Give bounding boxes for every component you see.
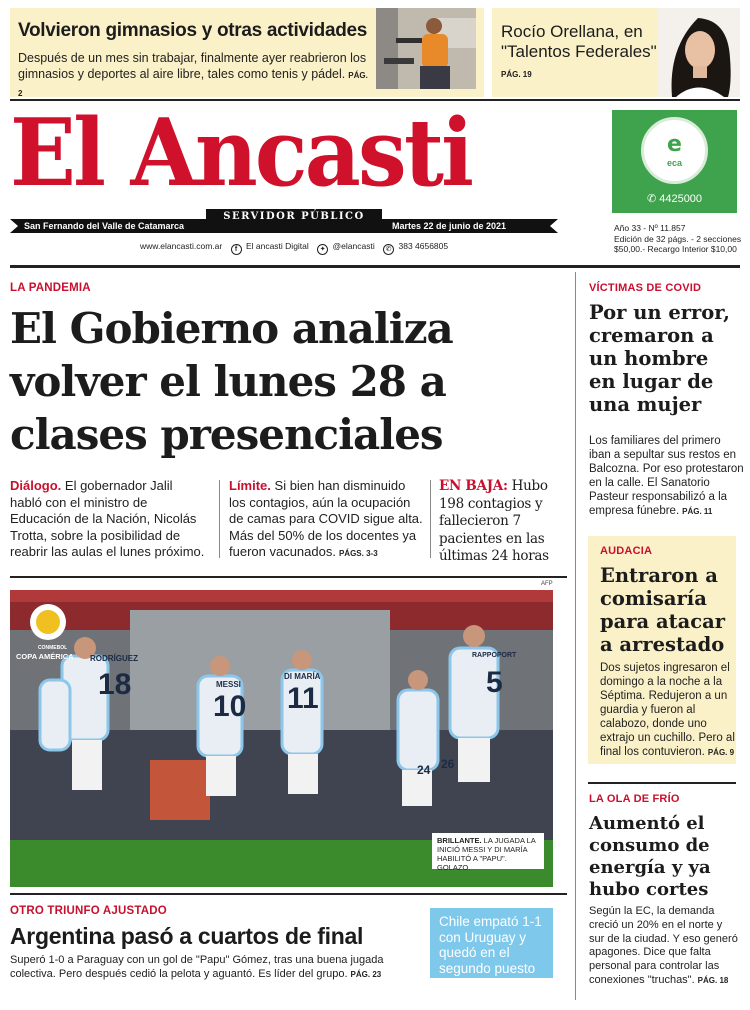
whatsapp-icon: ✆ [383, 244, 394, 255]
col1-line-4: Trotta, sobre la posibilidad de [10, 527, 181, 543]
col1-line-3: Educación de la Nación, Nicolás [10, 511, 197, 526]
col3-line-3: fallecieron 7 [439, 513, 521, 529]
side2-text-7: final los contuvieron. [600, 746, 705, 758]
side3-text-4: apagones. Dice que falta [589, 946, 711, 959]
chile-line-2: con Uruguay y [439, 929, 527, 945]
caption-line-3: HABILITÓ A "PAPU". GOLAZO. [437, 854, 507, 872]
side2-text [600, 661, 735, 760]
side2-headline[interactable] [600, 564, 725, 656]
eca-ad[interactable] [612, 110, 737, 213]
side2-head-4: a arrestado [600, 633, 725, 656]
caption-line-2: INICIÓ MESSI Y DI MARÍA [437, 845, 528, 854]
side3-head-3: energía y ya [589, 857, 711, 878]
jersey-number-6: 26 [441, 757, 455, 771]
side3-text-6: conexiones "truchas". [589, 973, 695, 986]
col3-line-5: últimas 24 horas [439, 548, 549, 564]
eca-logo-mark: e [667, 132, 682, 157]
side2-page: PÁG. 9 [707, 748, 735, 757]
teaser-talent-title-2: "Talentos Federales" [501, 42, 657, 61]
teaser-gyms-text [18, 50, 373, 102]
website-link[interactable]: www.elancasti.com.ar [140, 241, 223, 251]
photo-bottom-rule [10, 893, 567, 895]
col-rule-2 [430, 480, 431, 558]
main-headline-2[interactable]: volver el lunes 28 a [10, 357, 446, 406]
copa-small: CONMEBOL [38, 645, 68, 651]
teaser-gyms-summary: Después de un mes sin trabajar, finalmente ayer reabrieron los gimnasios y deportes al aire libre, tales como tenis y pádel. [18, 51, 367, 81]
side3-text-1: Según la EC, la demanda [589, 905, 715, 917]
side2-text-2: domingo a la noche a la [600, 676, 723, 688]
side1-head-2: cremaron a [589, 324, 714, 347]
edition-info [614, 223, 741, 255]
sports-text-line-2: colectiva. Pero después cedió la pelota y aguantó. Es líder del grupo. [10, 968, 348, 980]
teaser-talent-title-1: Rocío Orellana, en [501, 22, 643, 41]
jersey-name-3: DI MARÍA [284, 672, 321, 681]
eca-phone-number: 4425000 [659, 193, 703, 205]
side2-text-3: Séptima. Redujeron a un [600, 690, 728, 702]
teaser-gyms-page: PÁG. 2 [18, 71, 368, 98]
photo-credit: AFP [541, 581, 553, 587]
side3-text-2: creció un 20% en el norte y [589, 918, 723, 931]
social-row [140, 241, 448, 255]
col2-page: PÁGS. 3-3 [338, 549, 378, 558]
issue-date: Martes 22 de junio de 2021 [392, 221, 507, 231]
tagline: SERVIDOR PÚBLICO [223, 211, 365, 222]
edition-line-3: $50,00.- Recargo Interior $10,00 [614, 244, 737, 254]
side3-head-4: hubo cortes [589, 879, 709, 900]
facebook-link[interactable]: El ancasti Digital [245, 241, 309, 251]
column-divider [575, 272, 576, 1000]
side2-head-2: comisaría [600, 587, 707, 610]
col2-line-1: Si bien han disminuido [270, 478, 406, 493]
side3-page: PÁG. 18 [697, 975, 729, 985]
twitter-link[interactable]: @elancasti [332, 241, 375, 251]
side1-text-6: empresa fúnebre. [589, 505, 680, 517]
caption-line-1: LA JUGADA LA [481, 836, 536, 845]
side1-text-3: Balcozna. Por eso protestaron [589, 463, 744, 475]
side1-head-1: Por un error, [589, 301, 730, 324]
side1-text-2: iban a sepultar sus restos en [589, 449, 737, 461]
masthead [10, 98, 555, 207]
side2-kicker: AUDACIA [600, 545, 653, 557]
col2-lead: Límite. [229, 478, 271, 493]
jersey-name-1: RODRÍGUEZ [90, 654, 138, 663]
col1-line-2: habló con el ministro de [10, 494, 148, 510]
eca-brand: eca [666, 158, 683, 168]
jersey-number-1: 18 [98, 668, 132, 701]
teaser-talent[interactable] [492, 8, 740, 97]
side1-page: PÁG. 11 [682, 507, 713, 516]
gym-illustration [376, 8, 476, 89]
eca-phone [612, 192, 737, 205]
sports-headline[interactable]: Argentina pasó a cuartos de final [10, 923, 364, 949]
col-rule-1 [219, 480, 220, 558]
side2-head-3: para atacar [600, 610, 726, 633]
side3-head-1: Aumentó el [589, 813, 705, 834]
copa-label: COPA AMÉRICA [16, 652, 74, 661]
jersey-number-5: 24 [417, 763, 431, 777]
masthead-banner [10, 209, 558, 235]
col2-line-3: de camas para COVID sigue alta. [229, 511, 423, 526]
jersey-number-4: 5 [486, 666, 503, 699]
gym-photo [376, 8, 476, 89]
col3-line-4: pacientes en las [439, 530, 545, 547]
side1-text-1: Los familiares del primero [589, 435, 721, 447]
col2-line-4: Más del 50% de los docentes ya [229, 527, 417, 543]
newspaper-logo: El Ancasti [10, 98, 472, 207]
caption-lead: BRILLANTE. [437, 836, 482, 845]
main-col-3 [439, 478, 569, 566]
side3-headline[interactable] [589, 813, 711, 901]
location: San Fernando del Valle de Catamarca [24, 221, 185, 231]
edition-line-1: Año 33 - Nº 11.857 [614, 223, 686, 233]
side1-kicker: VÍCTIMAS DE COVID [589, 282, 702, 294]
side1-text [589, 434, 744, 519]
eca-logo-circle [641, 117, 708, 184]
side3-text-5: personal para controlar las [589, 960, 720, 973]
chile-line-3: quedó en el [439, 945, 510, 960]
singer-photo [658, 8, 740, 97]
main-col-2 [229, 478, 429, 563]
side1-headline[interactable] [589, 301, 730, 416]
side3-top-rule [588, 782, 736, 784]
col1-line-5: reabrir las aulas el lunes próximo. [10, 544, 205, 559]
teaser-gyms[interactable] [10, 8, 484, 97]
side1-head-3: un hombre [589, 347, 709, 370]
teaser-talent-page: PÁG. 19 [501, 70, 532, 79]
col1-line-1: El gobernador Jalil [61, 478, 173, 493]
side2-text-4: guardia y fueron al [600, 704, 696, 716]
side1-head-5: una mujer [589, 393, 702, 416]
side1-text-4: en la calle. El Sanatorio [589, 477, 710, 489]
facebook-icon: f [231, 244, 242, 255]
col2-line-2: los contagios, aún la ocupación [229, 494, 411, 510]
col3-lead: EN BAJA: [439, 478, 508, 494]
photo-caption [432, 833, 544, 872]
main-headline-3[interactable]: clases presenciales [10, 410, 443, 459]
side2-text-6: extrajo un cuchillo. Pero al [600, 732, 735, 744]
sports-kicker: OTRO TRIUNFO AJUSTADO [10, 905, 167, 917]
whatsapp-link[interactable]: 383 4656805 [398, 241, 449, 251]
side1-head-4: en lugar de [589, 370, 714, 393]
chile-line-1: Chile empató 1-1 [439, 914, 542, 929]
side3-kicker: LA OLA DE FRÍO [589, 793, 680, 805]
chile-box[interactable] [430, 908, 553, 978]
side3-text [589, 905, 738, 988]
chile-line-4: segundo puesto [439, 960, 536, 976]
main-kicker: LA PANDEMIA [10, 282, 91, 294]
side2-text-5: calabozo, donde uno [600, 718, 707, 730]
col1-lead: Diálogo. [10, 478, 62, 493]
singer-portrait [658, 8, 740, 97]
side1-text-5: Pasteur responsabilizó a la [589, 491, 728, 503]
col3-line-2: 198 contagios y [439, 495, 543, 512]
sports-page: PÁG. 23 [350, 970, 382, 979]
sports-text-line-1: Superó 1-0 a Paraguay con un gol de "Papu" Gómez, tras una buena jugada [10, 954, 384, 966]
main-headline-1[interactable]: El Gobierno analiza [10, 304, 453, 353]
jersey-number-2: 10 [213, 690, 247, 723]
side2-text-1: Dos sujetos ingresaron el [600, 662, 730, 674]
side3-text-3: sur de la ciudad. Y eso generó [589, 932, 738, 945]
edition-line-2: Edición de 32 págs. - 2 secciones [614, 233, 742, 244]
col2-line-5: fueron vacunados. [229, 544, 336, 559]
twitter-icon: ✦ [317, 244, 328, 255]
teaser-gyms-title: Volvieron gimnasios y otras actividades [18, 20, 368, 41]
jersey-name-2: MESSI [216, 680, 241, 689]
phone-icon: ✆ [646, 193, 660, 205]
jersey-number-3: 11 [287, 682, 319, 715]
masthead-bottom-rule [10, 265, 740, 268]
side2-head-1: Entraron a [600, 564, 718, 587]
jersey-name-4: RAPPOPORT [472, 652, 517, 659]
main-col-1 [10, 478, 215, 561]
col3-line-1: Hubo [507, 478, 548, 494]
sports-text [10, 953, 430, 982]
main-story-bottom-rule [10, 576, 567, 578]
side3-head-2: consumo de [589, 835, 710, 856]
